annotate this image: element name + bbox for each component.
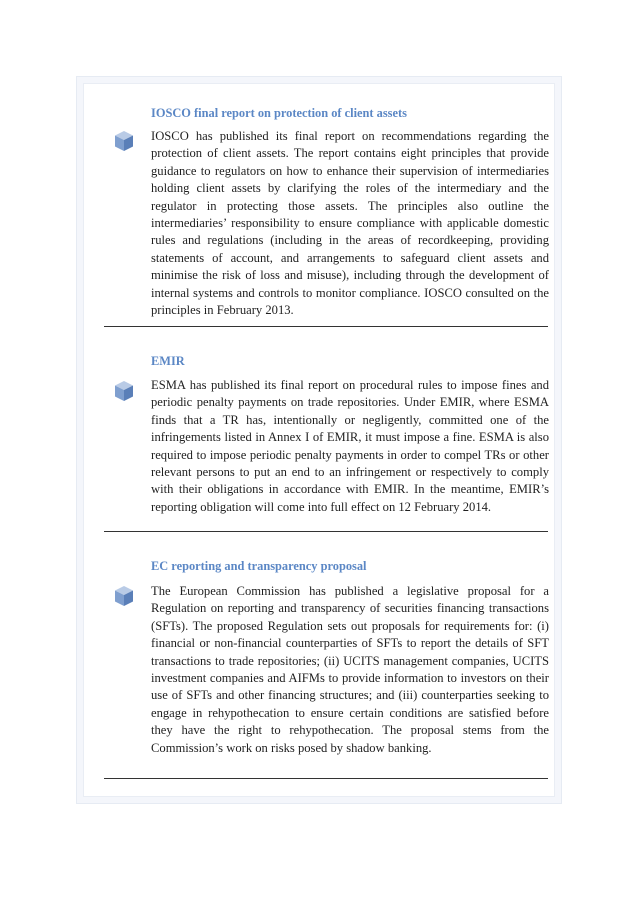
- section-title-iosco: IOSCO final report on protection of client assets: [151, 106, 407, 120]
- section-divider: [104, 531, 548, 532]
- cube-icon: [114, 380, 134, 402]
- section-title-emir: EMIR: [151, 354, 185, 368]
- cube-icon: [114, 585, 134, 607]
- section-body-ec-reporting: The European Commission has published a legislative proposal for a Regulation on reporting and transparency of securities financing transactions (SFTs). The proposed Regulation sets out proposals for requirements for: (i) financial or non-financial counterparties of SFTs to report the details of SFT transactions to trade repositories; (ii) UCITS management companies, UCITS investment companies and AIFMs to provide information to investors on their use of SFTs and other financing structures; and (iii) counterparties seeking to engage in rehypothecation to ensure certain conditions are satisfied before they have the right to rehypothecation. The proposal stems from the Commission’s work on risks posed by shadow banking.: [151, 584, 549, 755]
- section-divider: [104, 326, 548, 327]
- section-body-emir: ESMA has published its final report on procedural rules to impose fines and periodic penalty payments on trade repositories. Under EMIR, where ESMA finds that a TR has, intentionally or negligently, committed one of the infringements listed in Annex I of EMIR, it must impose a fine. ESMA is also required to impose periodic penalty payments in order to compel TRs or other relevant persons to put an end to an infringement or respectively to comply with their obligations in accordance with EMIR. In the meantime, EMIR’s reporting obligation will come into full effect on 12 February 2014.: [151, 378, 549, 514]
- section-divider: [104, 778, 548, 779]
- news-panel: [76, 76, 562, 804]
- section-body-iosco: IOSCO has published its final report on recommendations regarding the protection of client assets. The report contains eight principles that provide guidance to regulators on how to enhance their supervision of intermediaries holding client assets by clarifying the roles of the intermediary and the regulator in protecting those assets. The principles also outline the intermediaries’ responsibility to ensure compliance with applicable domestic rules and regulations (including in the areas of recordkeeping, providing statements of account, and arrangements to safeguard client assets and minimise the risk of loss and misuse), including through the development of internal systems and controls to monitor compliance. IOSCO consulted on the principles in February 2013.: [151, 129, 549, 318]
- section-title-ec-reporting: EC reporting and transparency proposal: [151, 559, 367, 573]
- news-panel-content: [83, 83, 555, 797]
- cube-icon: [114, 130, 134, 152]
